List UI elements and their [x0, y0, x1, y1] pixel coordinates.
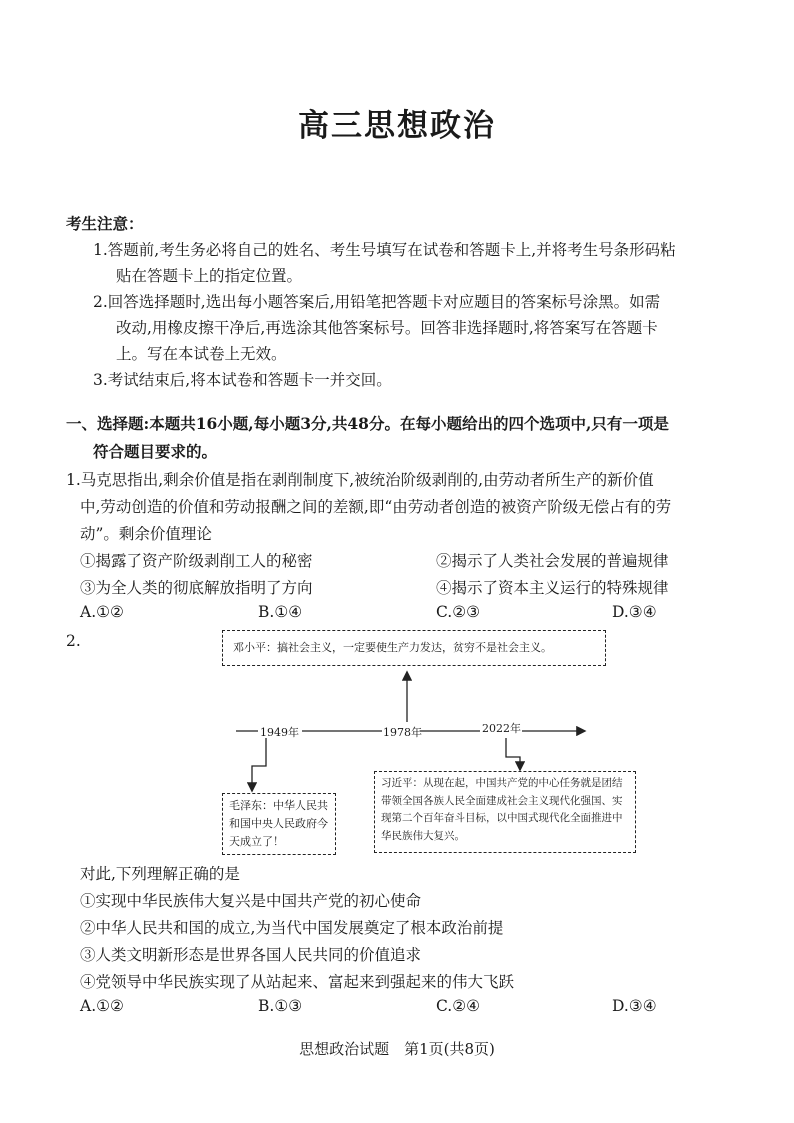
mao-arrow — [252, 738, 266, 790]
notice-line-2: 贴在答题卡上的指定位置。 — [116, 267, 303, 285]
q2-choice-b[interactable]: B.①③ — [258, 997, 303, 1015]
q1-choice-d[interactable]: D.③④ — [612, 603, 657, 621]
q1-item-4: ④揭示了资本主义运行的特殊规律 — [436, 579, 669, 597]
section-heading: 一、选择题:本题共16小题,每小题3分,共48分。在每小题给出的四个选项中,只有一项是 — [66, 414, 669, 433]
page-title: 高三思想政治 — [298, 108, 496, 144]
notice-heading: 考生注意： — [66, 214, 144, 233]
q2-choice-a[interactable]: A.①② — [80, 997, 124, 1015]
year-2022: 2022年 — [482, 722, 521, 735]
notice-line-5: 上。写在本试卷上无效。 — [116, 345, 287, 363]
q1-stem-line-3: 动”。剩余价值理论 — [80, 525, 212, 543]
deng-quote-box: 邓小平：搞社会主义，一定要使生产力发达，贫穷不是社会主义。 — [222, 630, 606, 666]
q1-item-1: ①揭露了资产阶级剥削工人的秘密 — [80, 552, 313, 570]
q2-choice-c[interactable]: C.②④ — [436, 997, 481, 1015]
q2-item-1: ①实现中华民族伟大复兴是中国共产党的初心使命 — [80, 892, 422, 910]
mao-quote-box: 毛泽东：中华人民共和国中央人民政府今天成立了！ — [222, 793, 336, 855]
notice-line-6: 3.考试结束后,将本试卷和答题卡一并交回。 — [93, 371, 392, 389]
q2-item-2: ②中华人民共和国的成立,为当代中国发展奠定了根本政治前提 — [80, 919, 504, 937]
year-1978: 1978年 — [383, 726, 422, 739]
q2-item-4: ④党领导中华民族实现了从站起来、富起来到强起来的伟大飞跃 — [80, 973, 515, 991]
q2-stem: 对此,下列理解正确的是 — [80, 865, 240, 883]
notice-line-3: 2.回答选择题时,选出每小题答案后,用铅笔把答题卡对应题目的答案标号涂黑。如需 — [93, 293, 661, 311]
section-heading-cont: 符合题目要求的。 — [93, 442, 218, 461]
notice-line-1: 1.答题前,考生务必将自己的姓名、考生号填写在试卷和答题卡上,并将考生号条形码粘 — [93, 241, 676, 259]
q2-item-3: ③人类文明新形态是世界各国人民共同的价值追求 — [80, 946, 422, 964]
q1-item-2: ②揭示了人类社会发展的普遍规律 — [436, 552, 669, 570]
q2-choice-d[interactable]: D.③④ — [612, 997, 657, 1015]
q1-choice-b[interactable]: B.①④ — [258, 603, 303, 621]
q1-stem-line-1: 1.马克思指出,剩余价值是指在剥削制度下,被统治阶级剥削的,由劳动者所生产的新价值 — [66, 471, 654, 489]
xi-quote-box: 习近平：从现在起，中国共产党的中心任务就是团结带领全国各族人民全面建成社会主义现代化强国、实现第二个百年奋斗目标，以中国式现代化全面推进中华民族伟大复兴。 — [374, 771, 636, 853]
xi-arrow — [506, 738, 520, 769]
q1-stem-line-2: 中,劳动创造的价值和劳动报酬之间的差额,即“由劳动者创造的被资产阶级无偿占有的劳 — [80, 498, 672, 516]
q2-number: 2. — [66, 632, 81, 650]
q1-choice-a[interactable]: A.①② — [80, 603, 124, 621]
page-footer: 思想政治试题 第1页(共8页) — [299, 1040, 495, 1058]
notice-line-4: 改动,用橡皮擦干净后,再选涂其他答案标号。回答非选择题时,将答案写在答题卡 — [116, 319, 658, 337]
year-1949: 1949年 — [260, 726, 299, 739]
q1-item-3: ③为全人类的彻底解放指明了方向 — [80, 579, 313, 597]
q1-choice-c[interactable]: C.②③ — [436, 603, 481, 621]
